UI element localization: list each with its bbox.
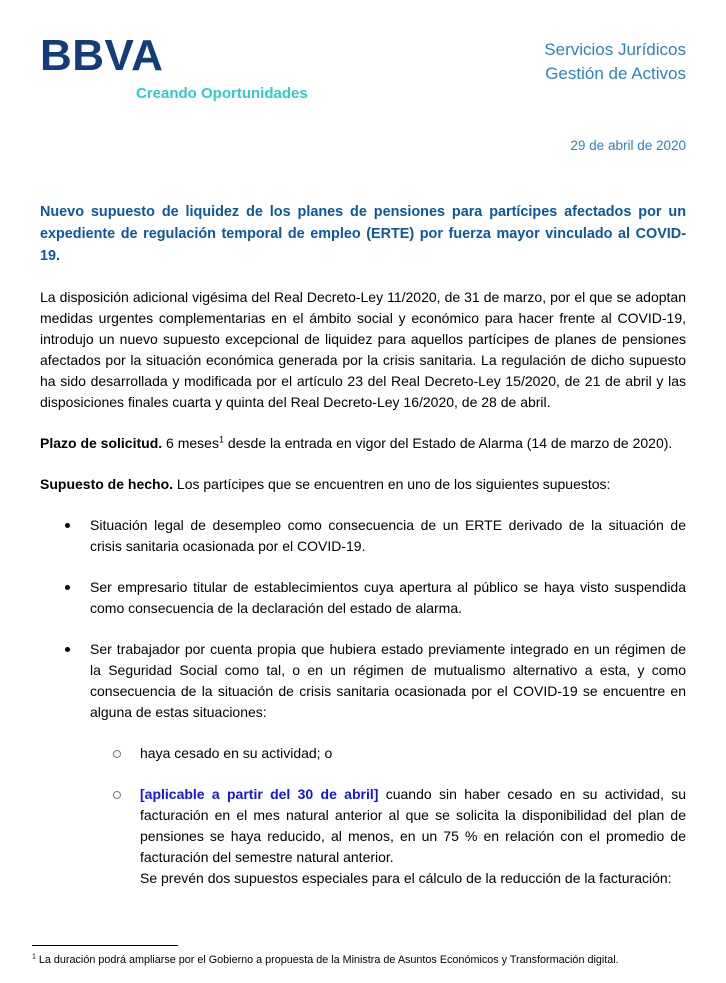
document-date: 29 de abril de 2020 bbox=[570, 138, 686, 153]
plazo-label: Plazo de solicitud. bbox=[40, 435, 163, 451]
supuesto-paragraph bbox=[40, 474, 686, 495]
department-line-2: Gestión de Activos bbox=[545, 64, 686, 83]
footnote-body: La duración podrá ampliarse por el Gobierno a propuesta de la Ministra de Asuntos Económicos y Transformación digital. bbox=[38, 954, 619, 966]
footnote-text bbox=[32, 953, 686, 967]
bbva-logo: BBVA bbox=[40, 31, 164, 80]
list-item bbox=[40, 515, 686, 557]
sub-list-item-note: Se prevén dos supuestos especiales para el cálculo de la reducción de la facturación: bbox=[140, 870, 672, 886]
footnote-block bbox=[32, 945, 686, 967]
document-header bbox=[40, 31, 686, 102]
intro-paragraph: La disposición adicional vigésima del Real Decreto-Ley 11/2020, de 31 de marzo, por el que se adoptan medidas urgentes complementarias en el ámbito social y económico para hacer frente al COVID-19, introdujo un nuevo supuesto excepcional de liquidez para aquellos partícipes de planes de pensiones afectados por la situación económica generada por la crisis sanitaria. La regulación de dicho supuesto ha sido desarrollada y modificada por el artículo 23 del Real Decreto-Ley 15/2020, de 21 de abril y las disposiciones finales cuarta y quinta del Real Decreto-Ley 16/2020, de 28 de abril. bbox=[40, 289, 686, 410]
circle-bullet-marker bbox=[113, 750, 121, 758]
sub-list-item-body: cuando sin haber cesado en su actividad, su facturación en el mes natural anterior al que se solicita la disponibilidad del plan de pensiones se haya reducido, al menos, en un 75 % en relación con el promedio de facturación del semestre natural anterior. bbox=[140, 786, 687, 865]
highlighted-applicability-note: [aplicable a partir del 30 de abril] bbox=[140, 786, 379, 802]
brand-tagline: Creando Oportunidades bbox=[136, 85, 308, 102]
list-item-text: Situación legal de desempleo como consecuencia de un ERTE derivado de la situación de crisis sanitaria ocasionada por el COVID-19. bbox=[90, 517, 686, 554]
supuesto-label: Supuesto de hecho. bbox=[40, 476, 174, 492]
supuesto-text: Los partícipes que se encuentren en uno de los siguientes supuestos: bbox=[176, 476, 611, 492]
plazo-text-before-ref: 6 meses bbox=[166, 435, 219, 451]
sub-list-item bbox=[90, 743, 686, 764]
bullet-marker bbox=[65, 523, 70, 528]
department-line-1: Servicios Jurídicos bbox=[544, 40, 686, 59]
sub-list-item bbox=[90, 784, 686, 889]
document-title: Nuevo supuesto de liquidez de los planes de pensiones para partícipes afectados por un expediente de regulación temporal de empleo (ERTE) por fuerza mayor vinculado al COVID-19. bbox=[40, 204, 686, 264]
footnote-separator bbox=[32, 945, 178, 946]
supuestos-list bbox=[40, 515, 686, 889]
list-item bbox=[40, 577, 686, 619]
footnote-reference: 1 bbox=[218, 434, 225, 445]
bullet-marker bbox=[65, 647, 70, 652]
plazo-paragraph bbox=[40, 433, 686, 454]
list-item bbox=[40, 639, 686, 889]
list-item-text: Ser trabajador por cuenta propia que hubiera estado previamente integrado en un régimen de la Seguridad Social como tal, o en un régimen de mutualismo alternativo a esta, y como consecuencia de la situación de crisis sanitaria ocasionada por el COVID-19 se encuentre en alguna de estas situaciones: bbox=[90, 641, 686, 720]
circle-bullet-marker bbox=[113, 791, 121, 799]
bullet-marker bbox=[65, 585, 70, 590]
situaciones-sublist bbox=[90, 743, 686, 889]
footnote-marker: 1 bbox=[32, 953, 36, 961]
sub-list-item-text bbox=[140, 784, 686, 868]
department-block bbox=[544, 38, 686, 86]
sub-list-item-text: haya cesado en su actividad; o bbox=[140, 745, 333, 761]
plazo-text-after-ref: desde la entrada en vigor del Estado de Alarma (14 de marzo de 2020). bbox=[227, 435, 673, 451]
list-item-text: Ser empresario titular de establecimientos cuya apertura al público se haya visto suspendida como consecuencia de la declaración del estado de alarma. bbox=[90, 579, 686, 616]
brand-block bbox=[40, 31, 308, 102]
